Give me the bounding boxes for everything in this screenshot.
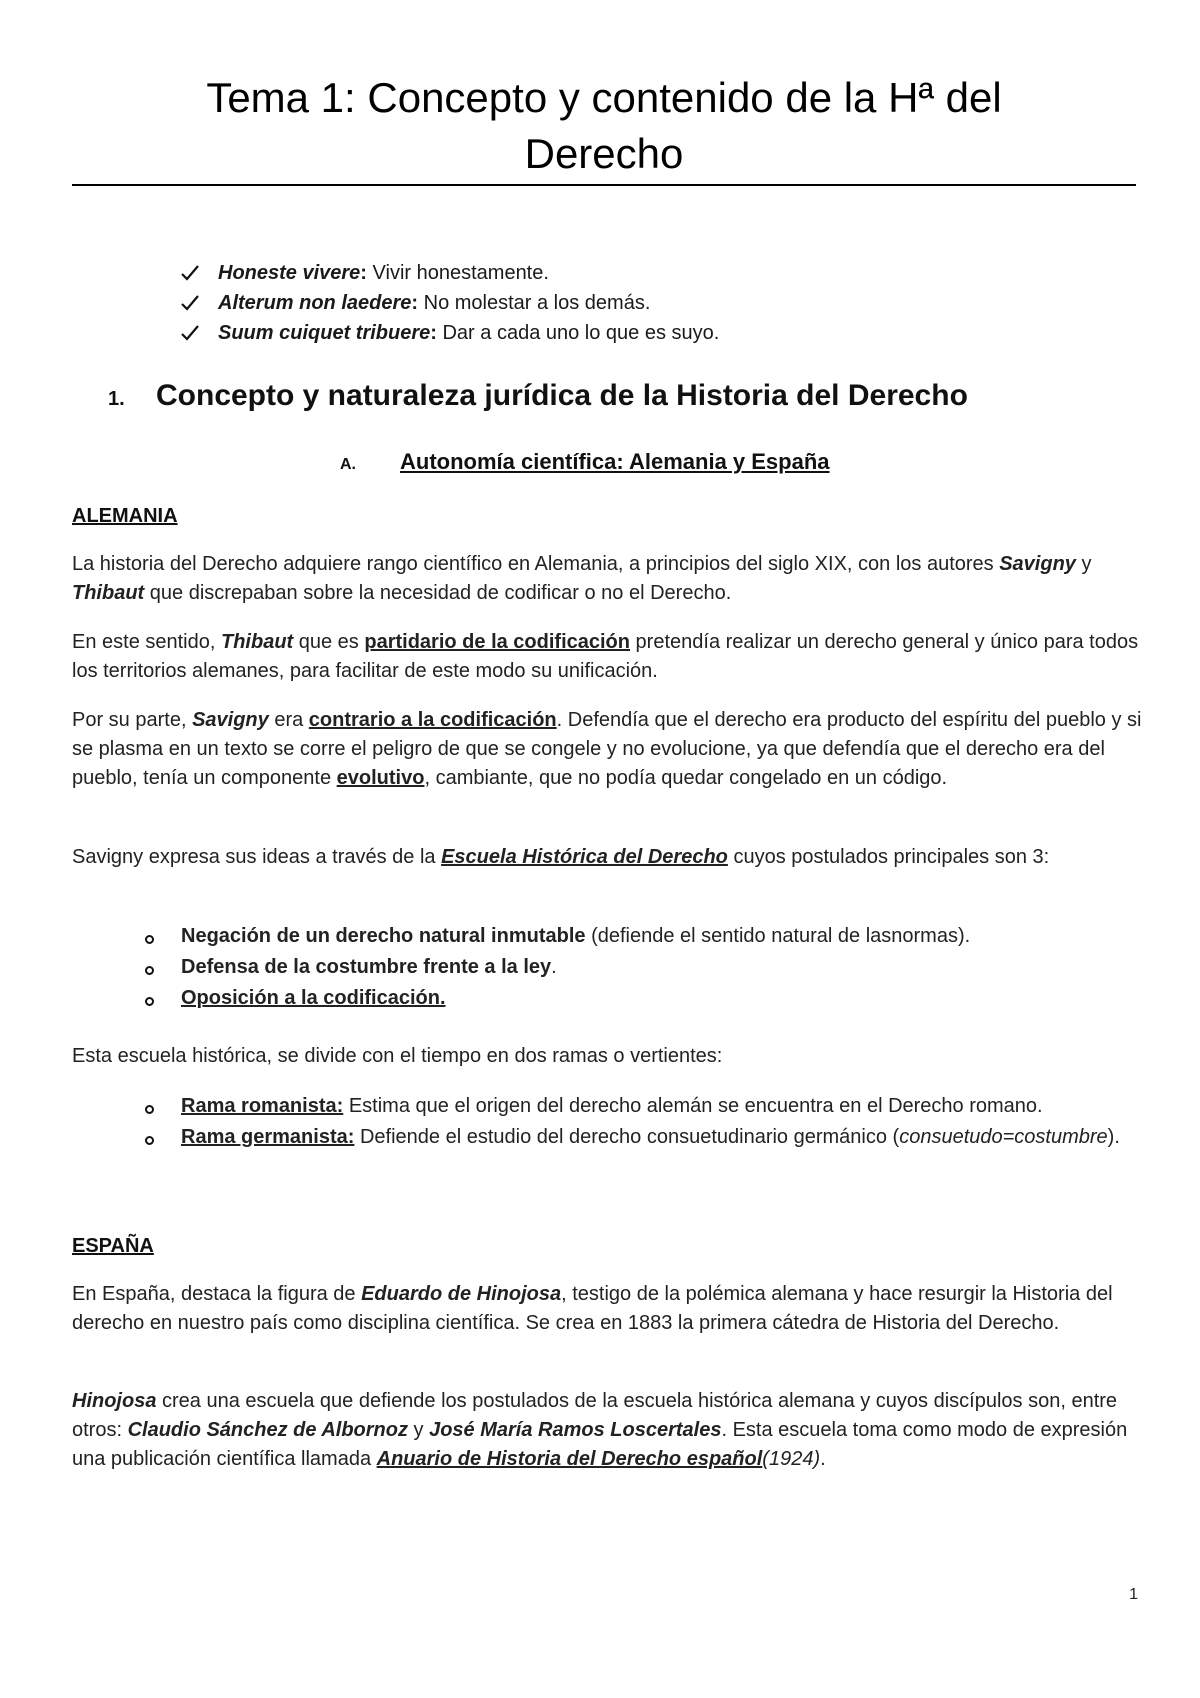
maxim-meaning: Vivir honestamente.	[366, 262, 549, 284]
circle-bullet-icon	[145, 935, 154, 944]
espana-paragraph-2: Hinojosa crea una escuela que defiende los postulados de la escuela histórica alemana y cuyos discípulos son, entre otros: Claudio Sánchez de Albornoz y José María Ramos Loscertales. Esta escuela toma como modo de expresión una publicación científica llamada Anuario de Historia del Derecho español(1924).	[72, 1390, 1128, 1470]
maxim-term: Alterum non laedere	[218, 292, 412, 314]
section-heading-1	[108, 374, 968, 421]
checkmark-icon	[180, 264, 200, 282]
checklist-item: Alterum non laedere: No molestar a los demás.	[180, 288, 719, 318]
circle-bullet-icon	[145, 966, 154, 975]
alemania-paragraph-5: Esta escuela histórica, se divide con el tiempo en dos ramas o vertientes:	[72, 1045, 723, 1067]
circle-bullet-icon	[145, 997, 154, 1006]
page-number: 1	[1129, 1586, 1138, 1603]
list-item: Defensa de la costumbre frente a la ley.	[145, 953, 1135, 982]
title-line-2: Derecho	[524, 130, 684, 177]
subsection-heading-a	[340, 446, 830, 481]
checklist-item: Suum cuiquet tribuere: Dar a cada uno lo que es suyo.	[180, 318, 719, 348]
maxim-term: Suum cuiquet tribuere	[218, 322, 431, 344]
maxim-meaning: No molestar a los demás.	[418, 292, 651, 314]
subsection-letter: A.	[340, 456, 356, 473]
maxim-term: Honeste vivere	[218, 262, 361, 284]
maxims-checklist	[180, 258, 719, 348]
section-number: 1.	[108, 388, 125, 410]
page-title	[72, 70, 1136, 182]
list-item: Oposición a la codificación.	[145, 984, 1135, 1013]
subsection-title: Autonomía científica: Alemania y España	[400, 449, 830, 474]
section-title: Concepto y naturaleza jurídica de la Historia del Derecho	[156, 379, 968, 412]
circle-bullet-icon	[145, 1136, 154, 1145]
alemania-paragraph-4: Savigny expresa sus ideas a través de la Escuela Histórica del Derecho cuyos postulados principales son 3:	[72, 846, 1050, 868]
checkmark-icon	[180, 294, 200, 312]
ramas-list	[145, 1092, 1135, 1154]
alemania-paragraph-3: Por su parte, Savigny era contrario a la codificación. Defendía que el derecho era producto del espíritu del pueblo y si se plasma en un texto se corre el peligro de que se congele y no evolucione, ya que defendía que el derecho era del pueblo, tenía un componente evolutivo, cambiante, que no podía quedar congelado en un código.	[72, 709, 1142, 789]
espana-heading: ESPAÑA	[72, 1235, 154, 1257]
espana-paragraph-1: En España, destaca la figura de Eduardo de Hinojosa, testigo de la polémica alemana y hace resurgir la Historia del derecho en nuestro país como disciplina científica. Se crea en 1883 la primera cátedra de Historia del Derecho.	[72, 1283, 1113, 1334]
title-line-1: Tema 1: Concepto y contenido de la Hª del	[206, 74, 1002, 121]
list-item: Rama germanista: Defiende el estudio del derecho consuetudinario germánico (consuetudo=costumbre).	[145, 1123, 1135, 1152]
alemania-heading: ALEMANIA	[72, 505, 178, 527]
maxim-meaning: Dar a cada uno lo que es suyo.	[436, 322, 720, 344]
alemania-paragraph-2: En este sentido, Thibaut que es partidario de la codificación pretendía realizar un derecho general y único para todos los territorios alemanes, para facilitar de este modo su unificación.	[72, 631, 1139, 682]
list-item: Negación de un derecho natural inmutable (defiende el sentido natural de lasnormas).	[145, 922, 1135, 951]
title-underline-rule	[72, 184, 1136, 186]
checklist-item: Honeste vivere: Vivir honestamente.	[180, 258, 719, 288]
postulados-list	[145, 922, 1135, 1015]
list-item: Rama romanista: Estima que el origen del derecho alemán se encuentra en el Derecho romano.	[145, 1092, 1135, 1121]
checkmark-icon	[180, 324, 200, 342]
alemania-paragraph-1: La historia del Derecho adquiere rango científico en Alemania, a principios del siglo XIX, con los autores Savigny y Thibaut que discrepaban sobre la necesidad de codificar o no el Derecho.	[72, 553, 1092, 604]
circle-bullet-icon	[145, 1105, 154, 1114]
